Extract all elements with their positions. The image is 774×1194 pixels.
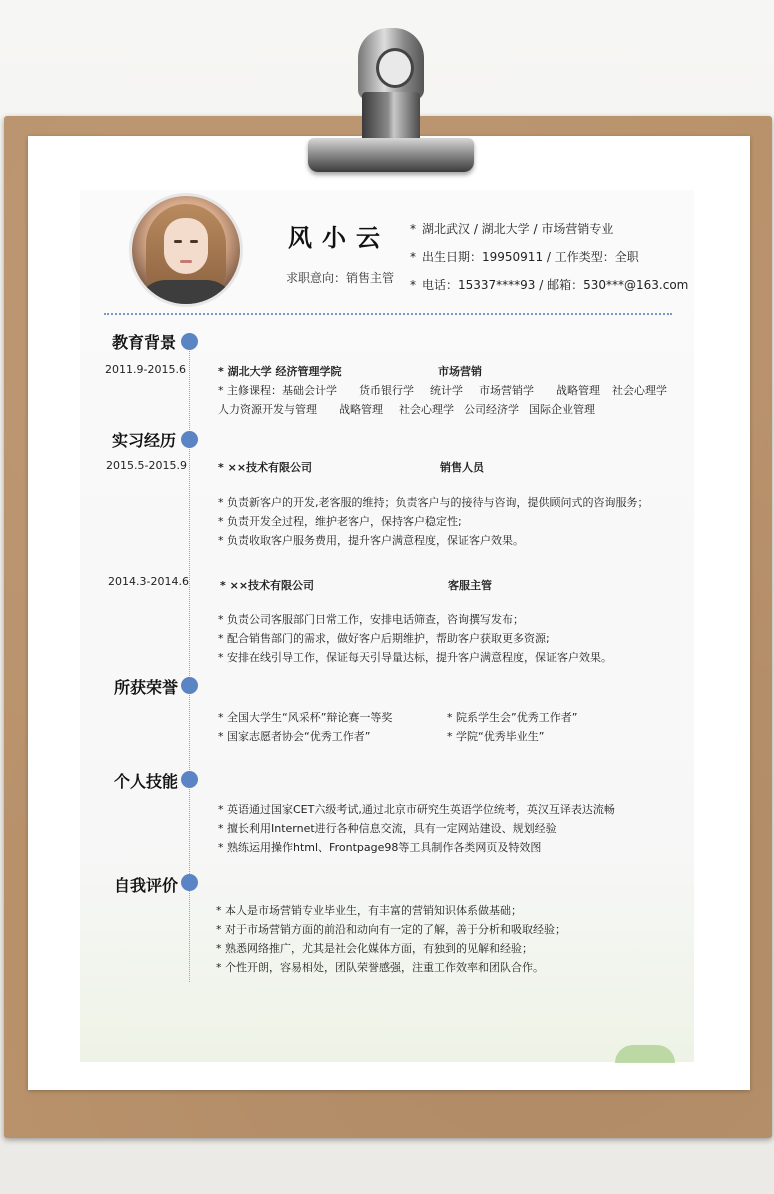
course: 人力资源开发与管理 xyxy=(218,403,317,416)
duty-text: 负责新客户的开发,老客服的维持；负责客户与的接待与咨询，提供顾问式的咨询服务； xyxy=(227,496,649,509)
skill-item xyxy=(218,839,541,855)
section-title-self-evaluation: 自我评价 xyxy=(114,876,179,895)
job-duty xyxy=(218,649,612,665)
bullet: * xyxy=(216,923,222,936)
duty-text: 安排在线引导工作，保证每天引导量达标，提升客户满意程度，保证客户效果。 xyxy=(227,651,612,664)
duty-text: 负责开发全过程，维护老客户，保持客户稳定性; xyxy=(227,515,462,528)
avatar-face xyxy=(164,218,208,274)
bullet: * xyxy=(218,613,224,626)
honor-item xyxy=(447,709,577,725)
bullet: * xyxy=(216,961,222,974)
self-eval-item xyxy=(216,959,544,975)
self-eval-text: 个性开朗，容易相处，团队荣誉感强，注重工作效率和团队合作。 xyxy=(225,961,544,974)
bullet: * xyxy=(447,730,453,743)
company-name: ××技术有限公司 xyxy=(227,461,313,474)
leaf-decoration xyxy=(615,1045,675,1063)
candidate-name: 风小云 xyxy=(288,224,390,252)
bullet: * xyxy=(216,904,222,917)
info-text: 湖北武汉 / 湖北大学 / 市场营销专业 xyxy=(422,222,614,236)
course: 社会心理学 xyxy=(399,403,454,416)
duty-text: 配合销售部门的需求，做好客户后期维护，帮助客户获取更多资源; xyxy=(227,632,550,645)
job-intent: 求职意向：销售主管 xyxy=(286,271,395,285)
skill-item xyxy=(218,820,557,836)
section-title-internship: 实习经历 xyxy=(112,431,177,450)
info-location xyxy=(410,220,613,237)
section-title-honors: 所获荣誉 xyxy=(114,678,179,697)
skill-text: 熟练运用操作html、Frontpage98等工具制作各类网页及特效图 xyxy=(227,841,542,854)
self-eval-item xyxy=(216,940,533,956)
skill-item xyxy=(218,801,615,817)
honor-item xyxy=(447,728,544,744)
job-duty xyxy=(218,513,462,529)
avatar-mouth xyxy=(180,260,192,263)
education-courses-1 xyxy=(218,382,667,398)
course: 统计学 xyxy=(430,384,463,397)
bullet: * xyxy=(410,222,416,236)
bullet: * xyxy=(218,515,224,528)
timeline-dot xyxy=(181,677,198,694)
education-major: 市场营销 xyxy=(438,365,482,378)
job-date: 2014.3-2014.6 xyxy=(108,575,189,588)
bullet: * xyxy=(218,730,224,743)
bullet: * xyxy=(218,632,224,645)
education-date: 2011.9-2015.6 xyxy=(105,363,186,376)
company-name: ××技术有限公司 xyxy=(229,579,315,592)
course: 货币银行学 xyxy=(359,384,414,397)
header-divider xyxy=(104,313,672,315)
binder-clip-base xyxy=(308,138,474,172)
bullet: * xyxy=(218,711,224,724)
bullet: * xyxy=(218,384,224,397)
course: 主修课程：基础会计学 xyxy=(227,384,337,397)
self-eval-text: 对于市场营销方面的前沿和动向有一定的了解，善于分析和吸取经验； xyxy=(225,923,566,936)
course: 战略管理 xyxy=(339,403,383,416)
info-contact xyxy=(410,276,688,293)
bullet: * xyxy=(218,534,224,547)
job-role: 客服主管 xyxy=(448,579,492,592)
avatar-shoulder xyxy=(136,280,236,304)
job-duty xyxy=(218,494,649,510)
info-text: 出生日期：19950911 / 工作类型：全职 xyxy=(422,250,639,264)
bullet: * xyxy=(218,365,224,378)
course: 公司经济学 xyxy=(464,403,519,416)
honor-item xyxy=(218,709,392,725)
bullet: * xyxy=(216,942,222,955)
bullet: * xyxy=(218,803,224,816)
duty-text: 负责收取客户服务费用，提升客户满意程度，保证客户效果。 xyxy=(227,534,524,547)
self-eval-text: 熟悉网络推广，尤其是社会化媒体方面，有独到的见解和经验； xyxy=(225,942,533,955)
honor-item xyxy=(218,728,370,744)
bullet: * xyxy=(410,278,416,292)
self-eval-text: 本人是市场营销专业毕业生，有丰富的营销知识体系做基础； xyxy=(225,904,522,917)
honor-text: 学院“优秀毕业生” xyxy=(456,730,545,743)
honor-text: 国家志愿者协会“优秀工作者” xyxy=(227,730,371,743)
job-date: 2015.5-2015.9 xyxy=(106,459,187,472)
self-eval-item xyxy=(216,902,522,918)
bullet: * xyxy=(218,461,224,474)
skill-text: 英语通过国家CET六级考试,通过北京市研究生英语学位统考，英汉互译表达流畅 xyxy=(227,803,615,816)
bullet: * xyxy=(218,822,224,835)
timeline-dot xyxy=(181,333,198,350)
timeline-dot xyxy=(181,431,198,448)
education-school xyxy=(218,363,341,379)
info-birth xyxy=(410,248,639,265)
binder-clip-body xyxy=(362,92,420,142)
timeline-dot xyxy=(181,874,198,891)
section-title-education: 教育背景 xyxy=(112,333,177,352)
honor-text: 全国大学生“风采杯”辩论赛一等奖 xyxy=(227,711,393,724)
info-text: 电话：15337****93 / 邮箱：530***@163.com xyxy=(422,278,689,292)
honor-text: 院系学生会”优秀工作者” xyxy=(456,711,578,724)
course: 社会心理学 xyxy=(612,384,667,397)
school-name: 湖北大学 经济管理学院 xyxy=(227,365,342,378)
duty-text: 负责公司客服部门日常工作，安排电话筛查，咨询撰写发布； xyxy=(227,613,524,626)
bullet: * xyxy=(218,841,224,854)
avatar xyxy=(132,196,240,304)
self-eval-item xyxy=(216,921,566,937)
bullet: * xyxy=(220,579,226,592)
avatar-eye xyxy=(174,240,182,243)
job-duty xyxy=(218,532,524,548)
binder-clip-hole xyxy=(376,48,414,88)
job-duty xyxy=(218,611,524,627)
course: 市场营销学 xyxy=(479,384,534,397)
section-title-skills: 个人技能 xyxy=(114,772,179,791)
avatar-eye xyxy=(190,240,198,243)
education-courses-2 xyxy=(218,401,595,417)
job-duty xyxy=(218,630,550,646)
job-company xyxy=(220,577,314,593)
course: 战略管理 xyxy=(556,384,600,397)
timeline-dot xyxy=(181,771,198,788)
job-company xyxy=(218,459,312,475)
course: 国际企业管理 xyxy=(529,403,595,416)
bullet: * xyxy=(218,651,224,664)
skill-text: 擅长利用Internet进行各种信息交流，具有一定网站建设、规划经验 xyxy=(227,822,557,835)
bullet: * xyxy=(218,496,224,509)
job-role: 销售人员 xyxy=(440,461,484,474)
bullet: * xyxy=(410,250,416,264)
bullet: * xyxy=(447,711,453,724)
